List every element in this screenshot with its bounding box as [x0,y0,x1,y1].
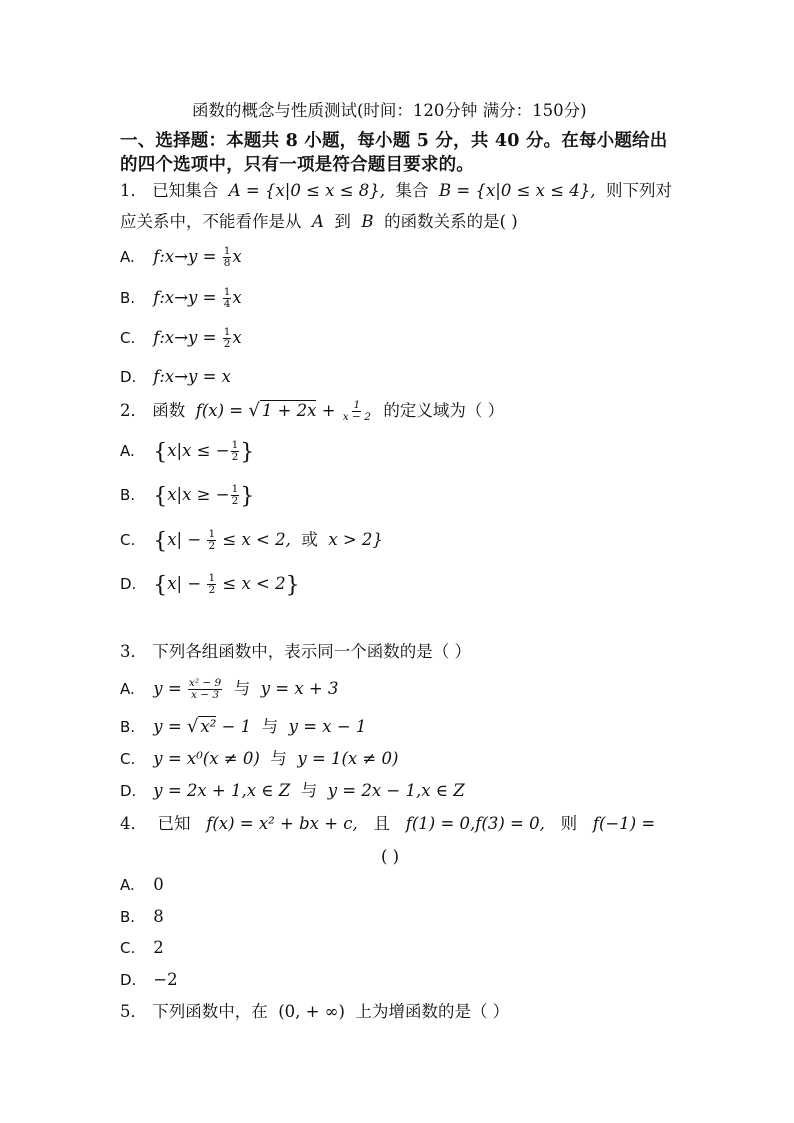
q4-number: 4． [120,814,147,833]
q1-option-c: C. f:x→y = $\frac{1}{2}$ x [120,326,242,350]
q1-option-d: D. f:x→y = x [120,367,231,386]
q2-number: 2． [120,401,147,420]
q5-line: 5． 下列函数中，在 (0, + ∞) 上为增函数的是（ ） [120,1002,510,1021]
q3-option-a: A. y = $\frac{\text{x² − 9}}{x - 3}$ 与 y = x + 3 [120,677,339,701]
q4-option-d: D. −2 [120,970,178,989]
q4-option-b: B. 8 [120,907,164,926]
q4-answer-paren: ( ) [381,847,400,866]
q1-option-b: B. f:x→y = $\frac{1}{4}$ x [120,286,242,310]
q3-option-b: B. y = √ x² − 1 与 y = x − 1 [120,716,367,737]
fraction: $\frac{1}{8}$ [223,245,231,269]
q4-option-a: A. 0 [120,875,164,894]
page-title: 函数的概念与性质测试(时间：120分钟 满分：150分) [192,101,587,120]
q4-option-c: C. 2 [120,938,164,957]
q1-number: 1． [120,181,147,200]
fraction: $\frac{1}{4}$ [223,286,231,310]
section-heading-line2: 的四个选项中，只有一项是符合题目要求的。 [120,155,474,175]
fraction: $\frac{1}{x - 2}$ [342,399,371,423]
q2-option-a: A. {x|x ≤ − $\frac{1}{2}$ } [120,439,255,465]
q3-option-d: D. y = 2x + 1,x ∈ Z 与 y = 2x − 1,x ∈ Z [120,781,465,800]
section-heading-line1: 一、选择题：本题共 8 小题，每小题 5 分，共 40 分。在每小题给出 [120,131,668,151]
fraction: $\frac{\text{x² − 9}}{x - 3}$ [188,677,222,701]
q1-line1: 1． 已知集合 A = {x|0 ≤ x ≤ 8}, 集合 B = {x|0 ≤ x ≤ 4}, 则下列对 [120,181,673,200]
q5-number: 5． [120,1002,147,1021]
q4-line: 4． 已知 f(x) = x² + bx + c, 且 f(1) = 0,f(3) = 0, 则 f(−1) = [120,814,656,833]
set-b: B = {x|0 ≤ x ≤ 4}, [439,181,596,200]
fraction: $\frac{1}{2}$ [208,528,216,552]
q2-line: 2． 函数 f(x) = √ 1 + 2x + $\frac{1}{x - 2}$ 的定义域为（ ） [120,399,505,423]
q3-option-c: C. y = x⁰(x ≠ 0) 与 y = 1(x ≠ 0) [120,749,399,768]
q2-option-d: D. {x| − $\frac{1}{2}$ ≤ x < 2} [120,572,300,598]
fraction: $\frac{1}{2}$ [208,572,216,596]
fraction: $\frac{1}{2}$ [223,326,231,350]
q3-line: 3． 下列各组函数中，表示同一个函数的是（ ） [120,642,471,661]
q1-option-a: A. f:x→y = $\frac{1}{8}$ x [120,245,242,269]
q3-number: 3． [120,642,147,661]
q1-line2: 应关系中，不能看作是从 A 到 B 的函数关系的是( ) [120,212,518,231]
fraction: $\frac{1}{2}$ [231,439,239,463]
set-a: A = {x|0 ≤ x ≤ 8}, [228,181,386,200]
q2-option-c: C. {x| − $\frac{1}{2}$ ≤ x < 2, 或 x > 2} [120,528,383,554]
fraction: $\frac{1}{2}$ [231,483,239,507]
q2-option-b: B. {x|x ≥ − $\frac{1}{2}$ } [120,483,255,509]
